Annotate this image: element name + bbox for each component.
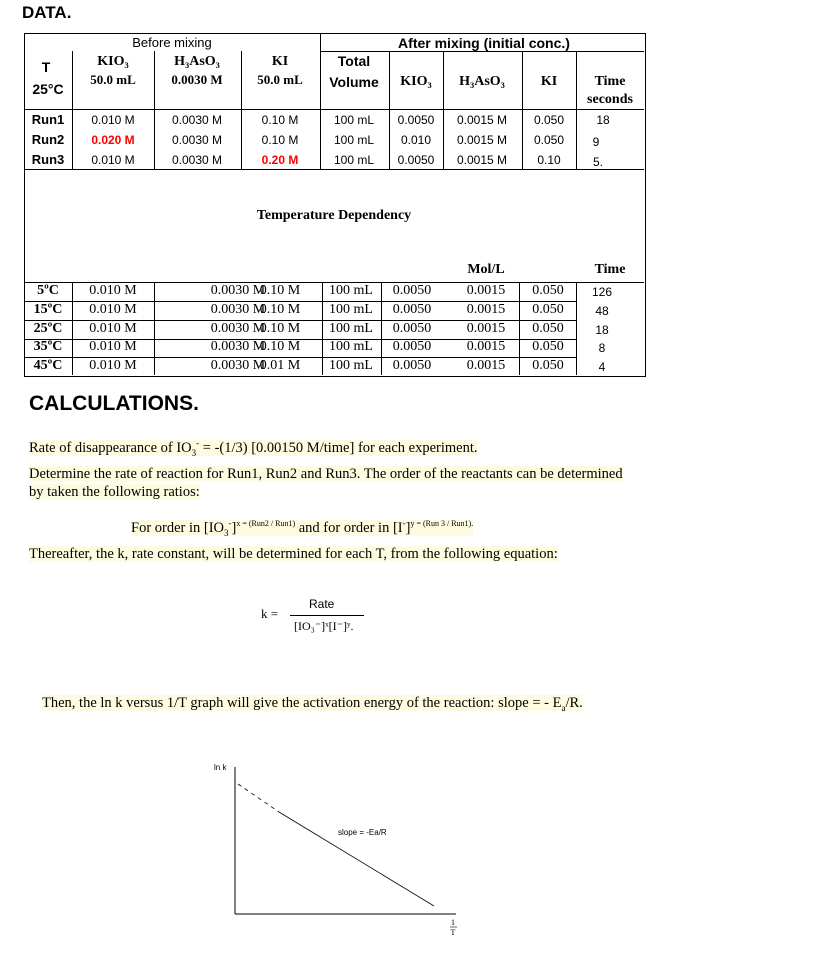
run-h3aso3-after: 0.0015 M — [456, 113, 508, 127]
rule-top-section-bottom — [24, 169, 644, 170]
ratio-line: For order in $[IO_3^-]^{x = (Run2 / Run1)}$ and for order in $[I^-]^{y = (Run 3 / Run1).}$ — [131, 518, 474, 538]
rule-v — [320, 33, 321, 169]
temp-volume: 100 mL — [329, 301, 373, 317]
temp-ki-after: 0.050 — [532, 301, 564, 317]
equation-numerator: Rate — [309, 597, 335, 611]
run-volume: 100 mL — [333, 153, 375, 167]
graph-x-label-num: 1 — [451, 918, 455, 927]
temp-h3aso3-after: 0.0015 — [466, 358, 506, 374]
temp-h3aso3-after: 0.0015 — [466, 339, 506, 355]
run-h3aso3: 0.0030 M — [171, 113, 223, 127]
run-name: Run2 — [31, 132, 65, 147]
run-kio3-after: 0.010 — [400, 133, 432, 147]
run-name: Run3 — [31, 152, 65, 167]
run-h3aso3-after: 0.0015 M — [456, 133, 508, 147]
rate-paragraph: Rate of disappearance of $IO_3^- = -(1/3)$ [0.00150 M/time] for each experiment. — [29, 438, 478, 458]
col-volume: Volume — [329, 74, 379, 90]
temp-volume: 100 mL — [329, 320, 373, 336]
run-time: 9 — [592, 135, 600, 149]
graph-trend-line — [279, 812, 434, 906]
col-kio3-after: KIO₃ — [400, 74, 432, 89]
rule-v — [72, 51, 73, 169]
graph-y-label: ln k — [214, 763, 227, 772]
rate-text-pre: Rate of disappearance of IO — [29, 439, 192, 456]
run-kio3: 0.010 M — [91, 113, 135, 127]
rule-v — [322, 282, 323, 375]
calculations-heading: CALCULATIONS. — [29, 392, 199, 415]
rule-v — [381, 282, 382, 375]
rule-after-header — [320, 51, 644, 52]
temp-time-label: Time — [594, 262, 626, 277]
run-kio3: 0.010 M — [91, 153, 135, 167]
temp-kio3: 0.010 M — [89, 301, 137, 317]
rule-v — [522, 51, 523, 169]
determine-text: Determine the rate of reaction for Run1, Run2 and Run3. The order of the reactants can be determined by taken the following ratios: — [29, 466, 623, 500]
rule-v — [389, 51, 390, 169]
temp-h3aso3: 0.0030 M — [210, 358, 266, 374]
temp-ki: 0.10 M — [259, 301, 301, 317]
temp-kio3-after: 0.0050 — [392, 339, 432, 355]
rule-v — [154, 51, 155, 169]
run-ki: 0.20 M — [261, 153, 299, 167]
col-kio3: KIO₃ — [97, 54, 129, 69]
graph-x-label-den: T — [450, 928, 456, 937]
after-mixing-label: After mixing (initial conc.) — [398, 35, 570, 51]
run-volume: 100 mL — [333, 113, 375, 127]
ratio-y: y = (Run 3 / Run1). — [410, 519, 474, 528]
temp-value: 25ºC — [33, 320, 63, 336]
run-ki-after: 0.050 — [533, 133, 565, 147]
col-total: Total — [337, 53, 371, 69]
temp-h3aso3: 0.0030 M — [210, 320, 266, 336]
temp-h3aso3-after: 0.0015 — [466, 320, 506, 336]
graph-slope-label: slope = -Ea/R — [338, 828, 387, 837]
temp-volume: 100 mL — [329, 283, 373, 298]
col-ki: KI — [271, 54, 289, 69]
col-ki-vol: 50.0 mL — [257, 72, 303, 87]
run-kio3: 0.020 M — [91, 133, 135, 147]
data-heading: DATA. — [22, 3, 72, 22]
ratio-pre: For order in [IO — [131, 519, 225, 536]
temp-value: 5ºC — [37, 283, 59, 298]
ratio-x: x = (Run2 / Run1) — [236, 519, 296, 528]
temp-kio3-after: 0.0050 — [392, 320, 432, 336]
temp-h3aso3: 0.0030 M — [210, 301, 266, 317]
run-ki-after: 0.10 — [537, 153, 561, 167]
col-ki-after: KI — [540, 74, 558, 89]
temp-h3aso3-after: 0.0015 — [466, 301, 506, 317]
run-volume: 100 mL — [333, 133, 375, 147]
data-table — [24, 33, 646, 377]
temp-kio3: 0.010 M — [89, 339, 137, 355]
temp-time: 4 — [598, 360, 606, 375]
determine-paragraph — [29, 465, 629, 501]
col-h3aso3-after: H₃AsO₃ — [459, 74, 505, 89]
temp-time: 8 — [598, 341, 606, 356]
temp-value: 45ºC — [33, 358, 63, 374]
graph-dashed-extrapolation — [238, 784, 279, 812]
rule-v — [576, 282, 577, 375]
temp-value: 35ºC — [33, 339, 63, 355]
temp-kio3-after: 0.0050 — [392, 301, 432, 317]
mol-per-liter-label: Mol/L — [467, 262, 505, 277]
rule-v — [576, 51, 577, 169]
rule-v — [72, 282, 73, 375]
temp-ki-after: 0.050 — [532, 320, 564, 336]
temp-h3aso3: 0.0030 M — [210, 339, 266, 355]
run-ki: 0.10 M — [261, 133, 299, 147]
temp-kio3-after: 0.0050 — [392, 358, 432, 374]
col-kio3-vol: 50.0 mL — [90, 72, 136, 87]
temp-kio3-after: 0.0050 — [392, 283, 432, 298]
temp-time: 126 — [591, 285, 613, 299]
then-text-pre: Then, the ln k versus 1/T graph will give the activation energy of the reaction: slope = - E — [42, 695, 562, 711]
temp-time: 48 — [595, 303, 609, 318]
temp-ki-after: 0.050 — [532, 358, 564, 374]
col-h3aso3-conc: 0.0030 M — [171, 72, 223, 87]
rule-v — [443, 51, 444, 169]
temp-h3aso3: 0.0030 M — [210, 283, 266, 298]
temp-kio3: 0.010 M — [89, 283, 137, 298]
temp-dependency-title: Temperature Dependency — [256, 208, 412, 223]
rule-header-bottom — [24, 109, 644, 110]
run-ki: 0.10 M — [261, 113, 299, 127]
thereafter-text: Thereafter, the k, rate constant, will be determined for each T, from the following equation: — [29, 546, 558, 562]
temp-time: 18 — [595, 322, 609, 337]
col-h3aso3: H₃AsO₃ — [174, 54, 220, 69]
run-kio3-after: 0.0050 — [397, 113, 435, 127]
run-time: 5. — [592, 155, 604, 169]
then-text-post: /R. — [565, 695, 583, 711]
then-paragraph: Then, the ln k versus 1/T graph will give the activation energy of the reaction: slope = - $E_a/R$. — [42, 695, 583, 713]
run-ki-after: 0.050 — [533, 113, 565, 127]
temp-volume: 100 mL — [329, 358, 373, 374]
col-t: T — [41, 59, 51, 75]
rule-v — [241, 51, 242, 169]
run-name: Run1 — [31, 112, 65, 127]
temp-ki-after: 0.050 — [532, 283, 564, 298]
run-h3aso3: 0.0030 M — [171, 153, 223, 167]
run-h3aso3-after: 0.0015 M — [456, 153, 508, 167]
ln-k-vs-inverse-t-graph — [200, 755, 480, 945]
temp-ki: 0.10 M — [259, 283, 301, 298]
temp-ki: 0.10 M — [259, 339, 301, 355]
col-time: Time — [594, 74, 626, 89]
equation-k: k = — [261, 606, 279, 621]
equation-denominator: [IO₃⁻]ˣ[I⁻]ʸ. — [294, 619, 354, 633]
thereafter-paragraph — [29, 545, 558, 563]
temp-h3aso3-after: 0.0015 — [466, 283, 506, 298]
temp-ki-after: 0.050 — [532, 339, 564, 355]
temp-ki: 0.01 M — [259, 358, 301, 374]
col-t-value: 25°C — [32, 81, 64, 97]
run-time: 18 — [596, 113, 610, 127]
ratio-mid: and for order in [I — [298, 519, 403, 536]
rule-v — [154, 282, 155, 375]
temp-ki: 0.10 M — [259, 320, 301, 336]
rate-text-post: = -(1/3) [0.00150 M/time] for each experiment. — [199, 439, 478, 456]
run-kio3-after: 0.0050 — [397, 153, 435, 167]
temp-kio3: 0.010 M — [89, 320, 137, 336]
equation-fraction-bar — [290, 615, 364, 616]
rule-v — [519, 282, 520, 375]
col-seconds: seconds — [587, 92, 633, 107]
run-h3aso3: 0.0030 M — [171, 133, 223, 147]
temp-value: 15ºC — [33, 301, 63, 317]
before-mixing-label: Before mixing — [132, 35, 212, 50]
temp-kio3: 0.010 M — [89, 358, 137, 374]
temp-volume: 100 mL — [329, 339, 373, 355]
